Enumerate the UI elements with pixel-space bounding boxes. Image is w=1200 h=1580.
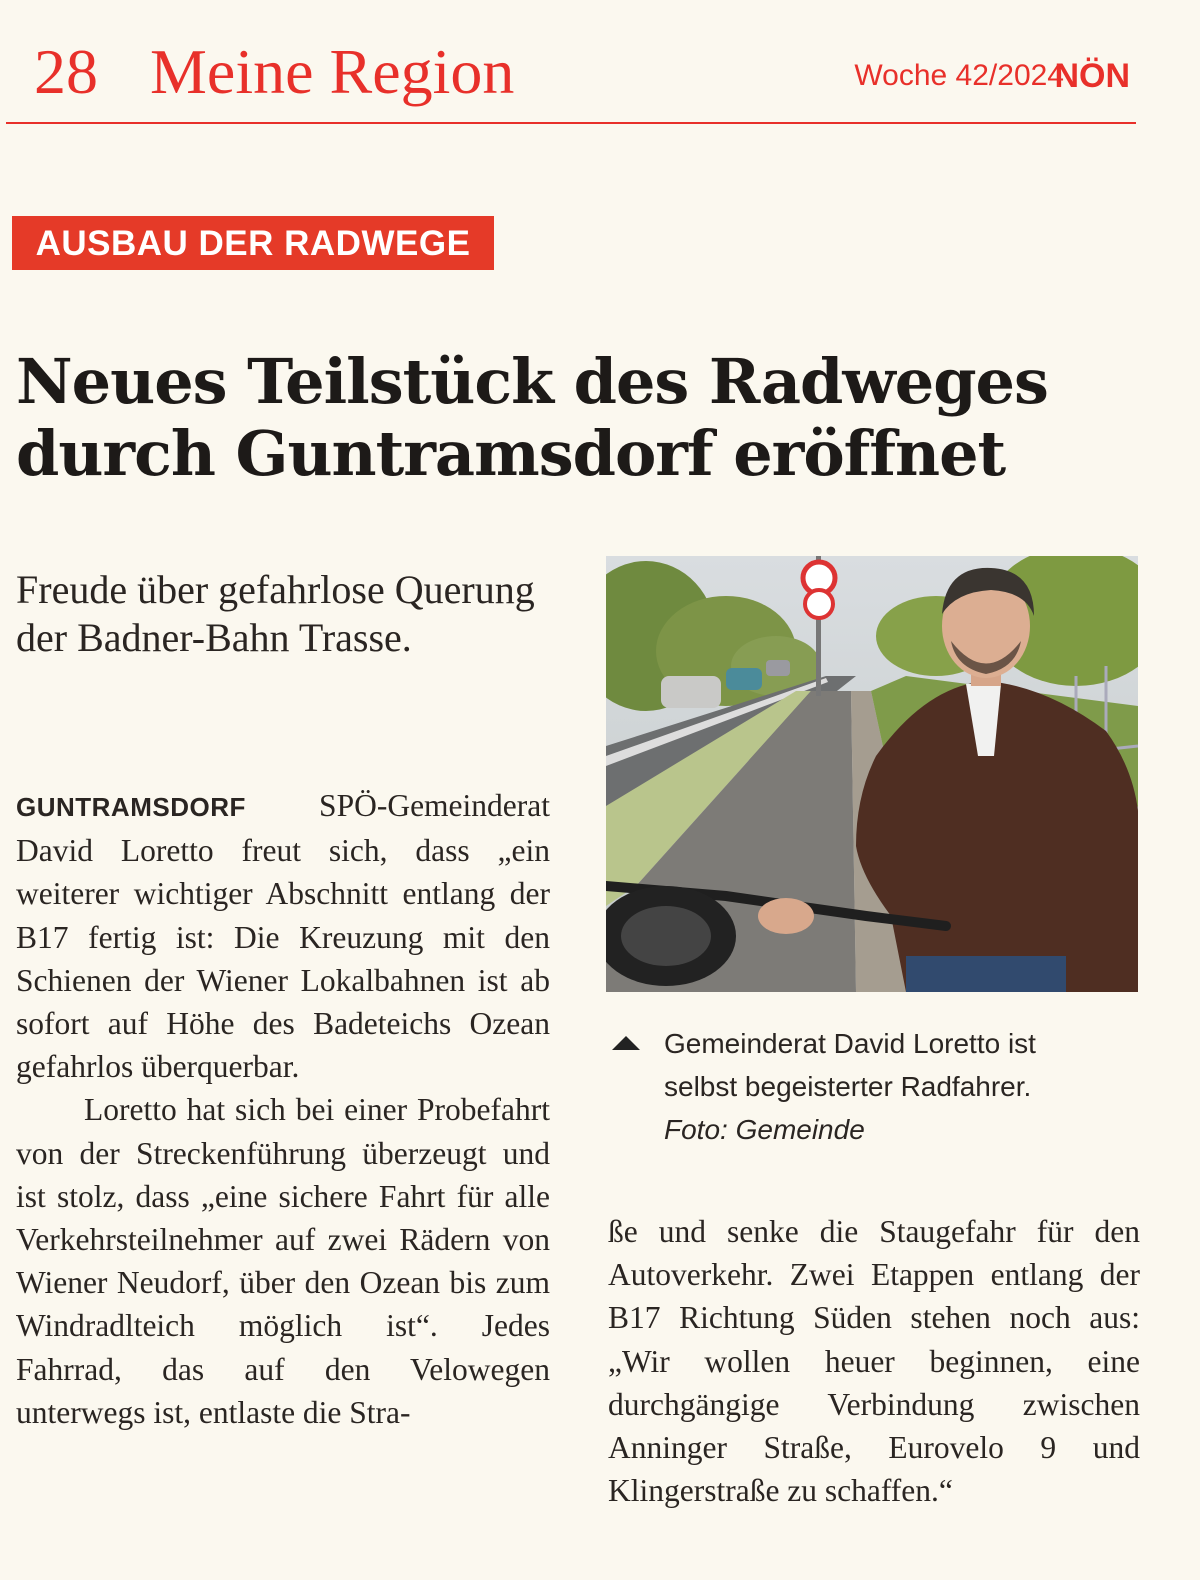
caption-arrow-icon: [612, 1036, 640, 1050]
paragraph-1: [16, 784, 550, 1088]
caption-body: Gemeinderat David Loretto ist selbst begeisterter Radfahrer.: [664, 1028, 1036, 1102]
photo-credit: Foto: Gemeinde: [664, 1114, 865, 1145]
article-photo: [606, 556, 1138, 992]
article-body-column-2: [608, 1210, 1140, 1512]
dateline: GUNTRAMSDORF: [16, 792, 246, 822]
header-rule: [6, 122, 1136, 124]
topic-kicker: AUSBAU DER RADWEGE: [12, 216, 494, 270]
paragraph-2: Loretto hat sich bei einer Probefahrt von der Streckenführung überzeugt und ist stolz, dass „eine sichere Fahrt für alle Verkehrsteilnehmer auf zwei Rädern von Wiener Neudorf, über den Ozean bis zum Windradlteich möglich ist“. Jedes Fahrrad, das auf den Velowegen unterwegs ist, entlaste die Stra-: [16, 1092, 550, 1430]
section-title: Meine Region: [150, 36, 515, 107]
page-number: 28: [34, 36, 98, 107]
issue-label: Woche 42/2024: [854, 59, 1064, 92]
page-header: [0, 0, 1200, 128]
caption-text: [664, 1022, 1114, 1151]
article-body-column-1: [16, 784, 550, 1434]
photo-illustration: [606, 556, 1138, 992]
brand-logo: NÖN: [1054, 57, 1130, 95]
paragraph-1-text: SPÖ-Gemeinderat David Loretto freut sich, dass „ein weiterer wichtiger Abschnitt entlang der B17 fertig ist: Die Kreuzung mit den Schienen der Wiener Lokalbahnen ist ab sofort auf Höhe des Badeteichs Ozean gefahrlos überquerbar.: [16, 788, 550, 1085]
article-subheadline: Freude über gefahrlose Querung der Badner-Bahn Trasse.: [16, 567, 535, 660]
paragraph-3: ße und senke die Staugefahr für den Autoverkehr. Zwei Etappen entlang der B17 Richtung Süden stehen noch aus: „Wir wollen heuer beginnen, eine durchgängige Verbindung zwischen Anninger Straße, Eurovelo 9 und Klingerstraße zu schaffen.“: [608, 1214, 1140, 1509]
article-headline: Neues Teilstück des Radweges durch Guntramsdorf eröffnet: [16, 345, 1048, 490]
